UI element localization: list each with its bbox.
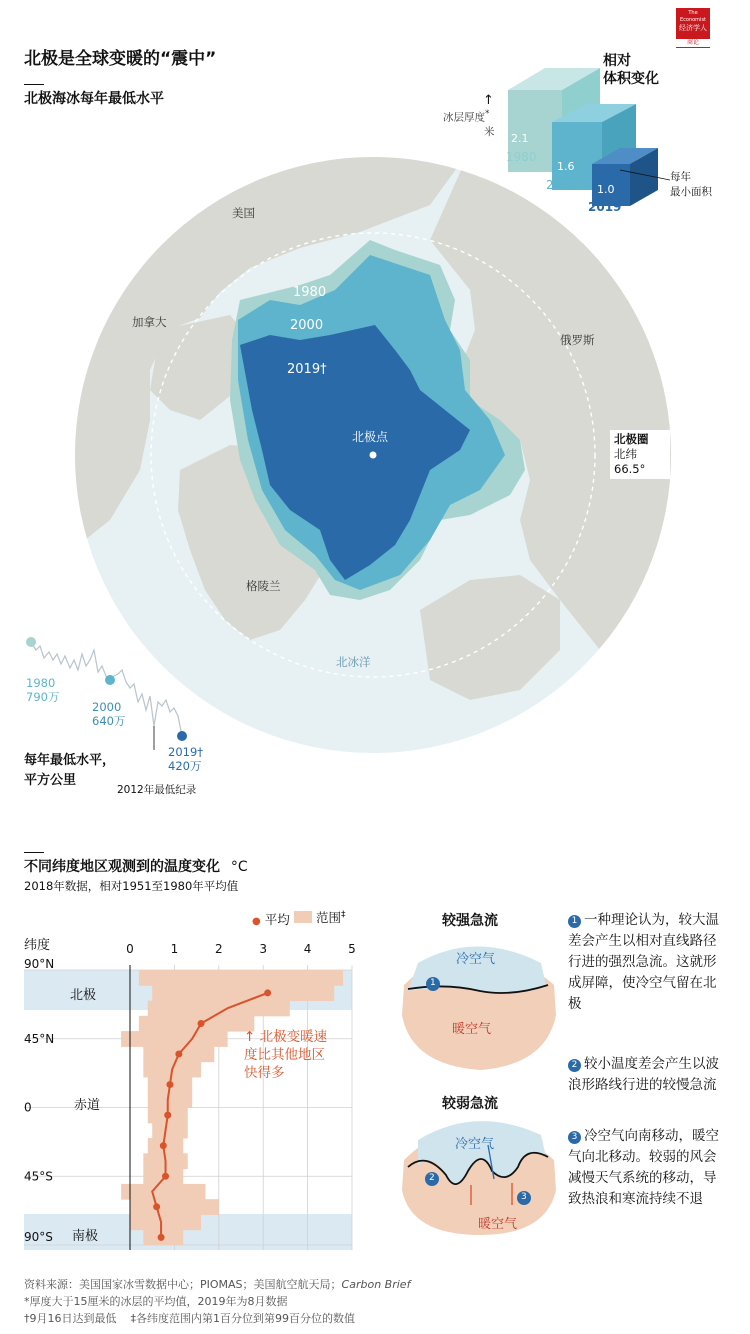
footer-sources	[24, 1276, 410, 1292]
title-rule	[24, 84, 44, 85]
strong-warm-air: 暖空气	[452, 1022, 492, 1037]
map-label-2019: 2019†	[287, 362, 327, 377]
jet-text-1	[568, 910, 728, 1015]
weak-marker-2-label: 2	[429, 1173, 435, 1183]
y-tick-label: 45°N	[24, 1031, 55, 1046]
region-equator: 赤道	[74, 1098, 101, 1113]
footer-sources-prefix: 资料来源：美国国家冰雪数据中心；PIOMAS；美国航空航天局；	[24, 1278, 342, 1291]
min-area-line1: 每年	[670, 171, 691, 183]
jet-text-3-body: 冷空气向南移动，暖空气向北移动。较弱的风会减慢天气系统的移动，导致热浪和寒流持续不退	[568, 1128, 719, 1207]
volume-axis-label-text: 冰层厚度	[443, 111, 485, 124]
label-1980-value: 790万	[26, 690, 60, 704]
north-pole-dot	[370, 452, 377, 459]
map-label-usa: 美国	[232, 206, 255, 220]
strong-jet-title: 较强急流	[442, 913, 498, 929]
point-2000	[105, 675, 115, 685]
label-1980-year: 1980	[26, 676, 56, 690]
temp-title-unit: °C	[230, 859, 248, 875]
avg-point	[162, 1173, 169, 1180]
range-bar	[121, 1184, 205, 1200]
point-2019	[177, 731, 187, 741]
avg-point	[158, 1234, 165, 1241]
range-bar	[139, 970, 343, 986]
volume-axis-mark: *	[485, 109, 490, 119]
jet-text-2	[568, 1054, 728, 1096]
arctic-circle-label	[610, 430, 670, 479]
jet-text-1-body: 一种理论认为，较大温差会产生以相对直线路径行进的强烈急流。这就形成屏障，使冷空气留在北极	[568, 912, 719, 1012]
volume-axis-unit: 米	[484, 126, 495, 138]
x-tick-label: 1	[170, 942, 179, 956]
map-label-ocean: 北冰洋	[336, 655, 371, 669]
jet-globes	[396, 935, 566, 1235]
label-1980	[26, 676, 59, 704]
temp-title-text: 不同纬度地区观测到的温度变化	[24, 859, 220, 875]
volume-title-line2: 体积变化	[603, 71, 659, 87]
minimum-caption-line2: 平方公里	[24, 773, 77, 788]
avg-point	[264, 989, 271, 996]
legend-range-label: 范围	[315, 910, 341, 925]
legend-range-swatch	[294, 911, 312, 923]
jet-text-3	[568, 1126, 728, 1210]
y-tick-label: 45°S	[24, 1169, 53, 1184]
logo-brand-cn: 经济学人	[679, 24, 707, 32]
y-tick-label: 90°S	[24, 1230, 53, 1244]
year-1980: 1980	[506, 150, 537, 164]
label-2000	[92, 700, 125, 728]
label-2000-value: 640万	[92, 714, 126, 728]
strong-cold-air: 冷空气	[456, 952, 496, 967]
record-label: 2012年最低纪录	[117, 784, 197, 796]
weak-cold-air: 冷空气	[455, 1137, 495, 1152]
legend-avg-label: 平均	[264, 912, 290, 927]
y-tick-label: 0	[24, 1100, 32, 1115]
region-south: 南极	[72, 1229, 99, 1244]
avg-point	[160, 1142, 167, 1149]
arctic-circle-line2: 北纬	[614, 447, 637, 461]
year-2000: 2000	[546, 178, 577, 192]
temp-rule	[24, 852, 44, 853]
temp-annotation-line2: 度比其他地区	[244, 1047, 325, 1063]
avg-point	[164, 1112, 171, 1119]
logo-brand-en: The Economist	[679, 10, 707, 23]
avg-point	[198, 1020, 205, 1027]
map-label-1980: 1980	[293, 285, 327, 300]
temp-title	[24, 856, 248, 876]
x-tick-label: 3	[259, 942, 268, 956]
footer-note2: †9月16日达到最低 ‡各纬度范围内第1百分位到第99百分位的数值	[24, 1312, 355, 1325]
range-bar	[152, 985, 334, 1001]
legend-avg-dot: ●	[252, 916, 261, 927]
avg-point	[175, 1051, 182, 1058]
range-bar	[148, 1092, 192, 1108]
weak-marker-3-label: 3	[521, 1192, 527, 1202]
volume-axis-label	[443, 109, 489, 125]
jet-text-2-num: 2	[568, 1059, 581, 1072]
temp-annotation	[244, 1028, 327, 1082]
thickness-1980: 2.1	[511, 132, 529, 145]
logo-brand-sub: 商论	[676, 39, 710, 47]
jet-text-3-num: 3	[568, 1131, 581, 1144]
page-title: 北极是全球变暖的“震中”	[24, 49, 217, 69]
x-tick-label: 4	[303, 942, 312, 956]
label-2019-year: 2019†	[168, 745, 204, 759]
x-tick-label: 2	[214, 942, 223, 956]
min-area-line2: 最小面积	[670, 186, 712, 198]
temp-legend-range	[294, 908, 346, 926]
temp-annotation-line3: 快得多	[244, 1065, 285, 1081]
legend-range-mark: ‡	[341, 909, 346, 920]
footer-sources-italic: Carbon Brief	[341, 1278, 411, 1291]
y-tick-label: 90°N	[24, 957, 55, 971]
page-subtitle: 北极海冰每年最低水平	[24, 91, 164, 107]
weak-warm-air: 暖空气	[478, 1217, 518, 1232]
economist-logo	[676, 8, 710, 48]
map-label-pole: 北极点	[352, 430, 389, 444]
region-north: 北极	[70, 988, 97, 1003]
map-label-2000: 2000	[290, 318, 324, 333]
arctic-circle-line3: 66.5°	[614, 462, 646, 476]
map-label-greenland: 格陵兰	[246, 579, 281, 593]
volume-arrow: ↑	[483, 93, 494, 108]
range-bar	[121, 1031, 228, 1047]
label-2019-value: 420万	[168, 759, 202, 773]
lat-axis-title: 纬度	[24, 938, 51, 953]
temperature-chart	[0, 930, 400, 1260]
min-area-label	[670, 170, 712, 200]
volume-title-line1: 相对	[603, 53, 631, 69]
footer-note1: *厚度大于15厘米的冰层的平均值，2019年为8月数据	[24, 1295, 288, 1308]
temp-legend-avg	[252, 910, 290, 928]
avg-point	[166, 1081, 173, 1088]
thickness-2000: 1.6	[557, 160, 575, 173]
avg-point	[153, 1203, 160, 1210]
jet-text-1-num: 1	[568, 915, 581, 928]
minimum-caption-line1: 每年最低水平，	[24, 753, 116, 768]
strong-marker-1-label: 1	[430, 978, 436, 988]
x-tick-label: 5	[348, 942, 356, 956]
volume-title	[603, 52, 659, 88]
map-label-russia: 俄罗斯	[560, 333, 595, 347]
thickness-2019: 1.0	[597, 183, 615, 196]
minimum-caption	[24, 751, 115, 791]
range-bar	[130, 1214, 201, 1230]
range-bar	[130, 1199, 219, 1215]
label-2000-year: 2000	[92, 700, 122, 714]
temp-annotation-line1: ↑ 北极变暖速	[244, 1029, 328, 1045]
year-2019: 2019	[588, 200, 622, 214]
weak-jet-title: 较弱急流	[442, 1096, 498, 1112]
point-1980	[26, 637, 36, 647]
x-tick-label: 0	[126, 942, 134, 956]
label-2019	[168, 745, 203, 773]
map-label-canada: 加拿大	[132, 315, 167, 329]
jet-text-2-body: 较小温度差会产生以波浪形路线行进的较慢急流	[568, 1056, 719, 1093]
arctic-circle-line1: 北极圈	[614, 432, 649, 446]
temp-subtitle: 2018年数据，相对1951至1980年平均值	[24, 879, 239, 893]
range-bar	[152, 1123, 188, 1139]
